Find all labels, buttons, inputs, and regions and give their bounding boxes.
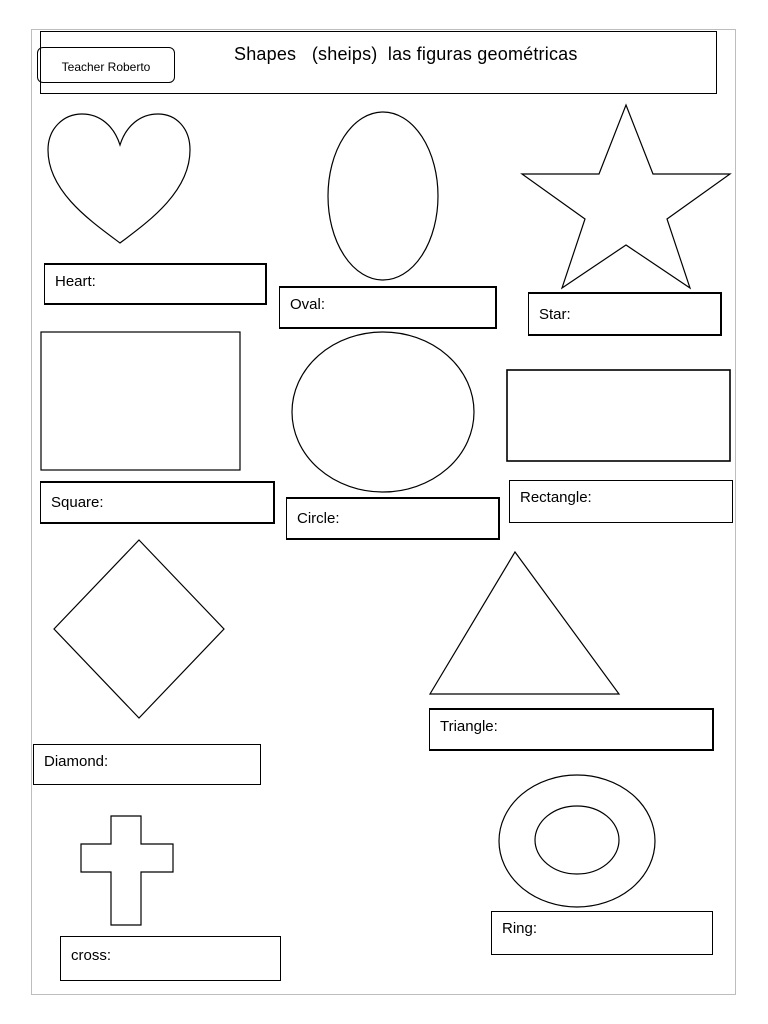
cross-label: cross:	[60, 936, 281, 981]
heart-shape	[48, 114, 190, 243]
ring-inner-shape	[535, 806, 619, 874]
triangle-label: Triangle:	[429, 708, 714, 751]
circle-shape	[292, 332, 474, 492]
ring-label: Ring:	[491, 911, 713, 955]
oval-label: Oval:	[279, 286, 497, 329]
heart-label: Heart:	[44, 263, 267, 305]
oval-shape	[328, 112, 438, 280]
star-label: Star:	[528, 292, 722, 336]
page-title: Shapes (sheips) las figuras geométricas	[234, 44, 578, 64]
square-shape	[41, 332, 240, 470]
ring-outer-shape	[499, 775, 655, 907]
rectangle-shape	[507, 370, 730, 461]
circle-label: Circle:	[286, 497, 500, 540]
diamond-label: Diamond:	[33, 744, 261, 785]
star-shape	[522, 105, 730, 288]
square-label: Square:	[40, 481, 275, 524]
diamond-shape	[54, 540, 224, 718]
triangle-shape	[430, 552, 619, 694]
teacher-name-tag: Teacher Roberto	[37, 47, 175, 83]
cross-shape	[81, 816, 173, 925]
rectangle-label: Rectangle:	[509, 480, 733, 523]
